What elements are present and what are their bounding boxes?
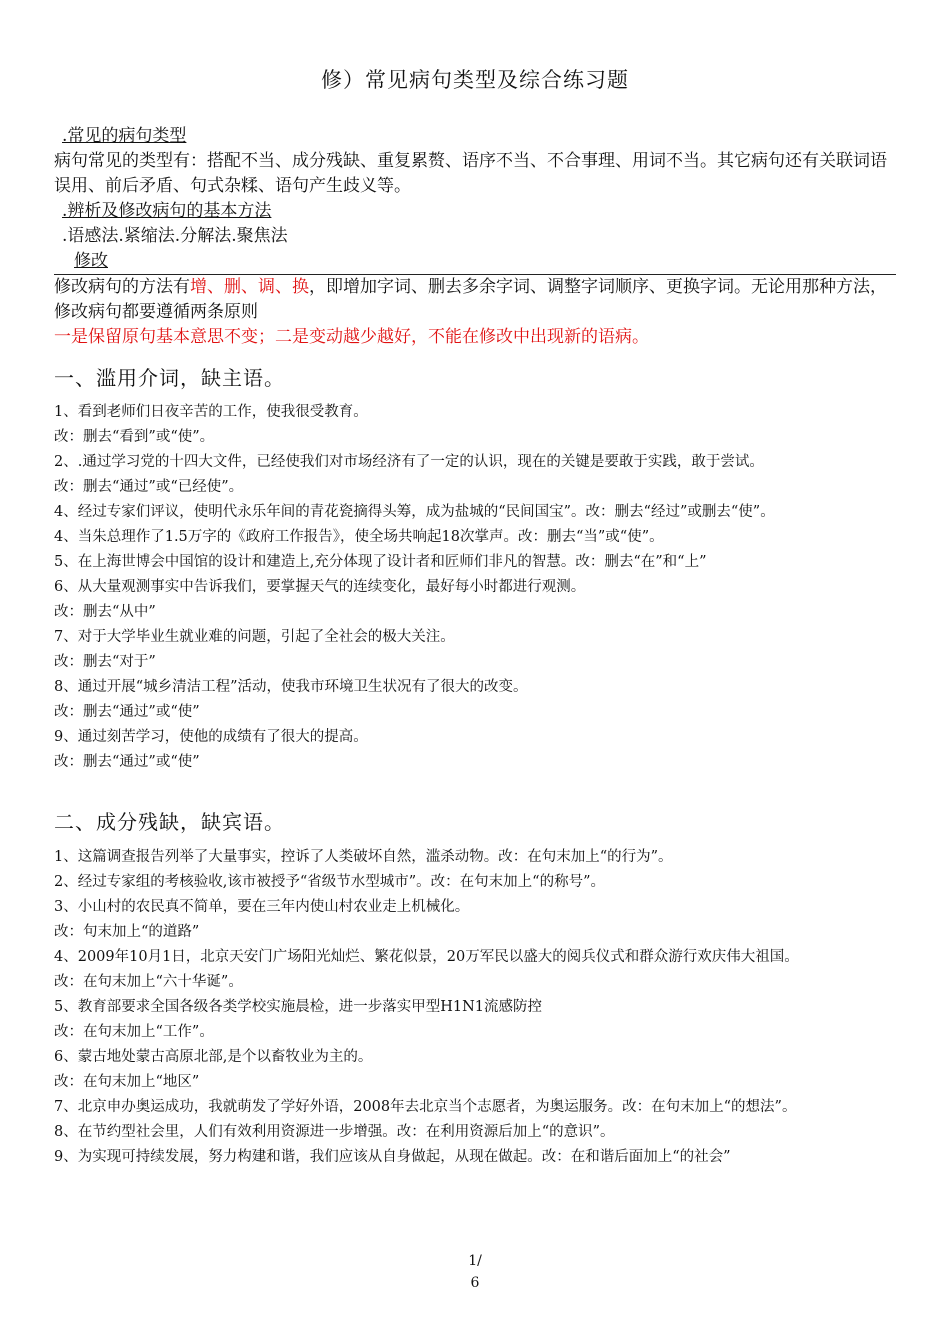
list-item: 改：删去“从中”: [54, 604, 156, 620]
list-item: 改：句末加上“的道路”: [54, 924, 200, 940]
list-item: 改：在句末加上“六十华诞”。: [54, 974, 243, 990]
section2-body: [54, 845, 896, 1170]
list-item: 3、小山村的农民真不简单，要在三年内使山村农业走上机械化。: [54, 899, 470, 915]
list-item: 4、经过专家们评议，使明代永乐年间的青花瓷摘得头筹，成为盐城的“民间国宝”。改：删去“经过”或删去“使”。: [54, 504, 775, 520]
page-number: 1/ 6: [468, 1253, 482, 1291]
intro-section: [54, 124, 896, 350]
list-item: 8、在节约型社会里，人们有效利用资源进一步增强。改：在利用资源后加上“的意识”。: [54, 1124, 615, 1140]
list-item: 2、经过专家组的考核验收,该市被授予“省级节水型城市”。改：在句末加上“的称号”。: [54, 874, 605, 890]
list-item: 5、在上海世博会中国馆的设计和建造上,充分体现了设计者和匠师们非凡的智慧。改：删去“在”和“上”: [54, 554, 707, 570]
section2-heading: 二、成分残缺，缺宾语。: [54, 810, 285, 834]
list-item: 5、教育部要求全国各级各类学校实施晨检，进一步落实甲型H1N1流感防控: [54, 999, 543, 1015]
section1-body: [54, 400, 896, 775]
list-item: 改：删去“通过”或“使”: [54, 754, 200, 770]
list-item: 4、当朱总理作了1.5万字的《政府工作报告》，使全场共响起18次掌声。改：删去“当”或“使”。: [54, 529, 664, 545]
heading-revise: 修改: [74, 251, 108, 271]
types-paragraph: 病句常见的类型有：搭配不当、成分残缺、重复累赘、语序不当、不合事理、用词不当。其它病句还有关联词语误用、前后矛盾、句式杂糅、语句产生歧义等。: [54, 151, 887, 196]
revise-methods-highlight: 增、删、调、换: [190, 277, 309, 297]
list-item: 9、为实现可持续发展，努力构建和谐，我们应该从自身做起，从现在做起。改：在和谐后面加上“的社会”: [54, 1149, 731, 1165]
page-title: 修）常见病句类型及综合练习题: [321, 68, 629, 92]
list-item: 改：删去“对于”: [54, 654, 156, 670]
list-item: 改：删去“看到”或“使”。: [54, 429, 215, 445]
list-item: 改：删去“通过”或“已经使”。: [54, 479, 244, 495]
list-item: 改：删去“通过”或“使”: [54, 704, 200, 720]
methods-line: .语感法.紧缩法.分解法.聚焦法: [62, 226, 288, 246]
list-item: 改：在句末加上“地区”: [54, 1074, 200, 1090]
list-item: 8、通过开展“城乡清洁工程”活动，使我市环境卫生状况有了很大的改变。: [54, 679, 528, 695]
heading-methods: .辨析及修改病句的基本方法: [62, 201, 272, 221]
list-item: 1、这篇调查报告列举了大量事实，控诉了人类破坏自然，滥杀动物。改：在句末加上“的行为”。: [54, 849, 673, 865]
revise-paragraph: 修改病句的方法有增、删、调、换，即增加字词、删去多余字词、调整字词顺序、更换字词。无论用那种方法，修改病句都要遵循两条原则: [54, 277, 887, 322]
list-item: 7、北京申办奥运成功，我就萌发了学好外语，2008年去北京当个志愿者，为奥运服务。改：在句末加上“的想法”。: [54, 1099, 797, 1115]
list-item: 4、2009年10月1日，北京天安门广场阳光灿烂、繁花似景，20万军民以盛大的阅兵仪式和群众游行欢庆伟大祖国。: [54, 949, 799, 965]
list-item: 1、看到老师们日夜辛苦的工作，使我很受教育。: [54, 404, 368, 420]
list-item: 改：在句末加上“工作”。: [54, 1024, 214, 1040]
list-item: 6、蒙古地处蒙古高原北部,是个以畜牧业为主的。: [54, 1049, 373, 1065]
list-item: 7、对于大学毕业生就业难的问题，引起了全社会的极大关注。: [54, 629, 455, 645]
heading-types: .常见的病句类型: [62, 126, 187, 146]
section1-heading: 一、滥用介词，缺主语。: [54, 366, 285, 390]
list-item: 6、从大量观测事实中告诉我们，要掌握天气的连续变化，最好每小时都进行观测。: [54, 579, 586, 595]
list-item: 2、.通过学习党的十四大文件，已经使我们对市场经济有了一定的认识，现在的关键是要敢于实践，敢于尝试。: [54, 454, 764, 470]
principle-line: 一是保留原句基本意思不变；二是变动越少越好，不能在修改中出现新的语病。: [54, 327, 649, 347]
list-item: 9、通过刻苦学习，使他的成绩有了很大的提高。: [54, 729, 368, 745]
